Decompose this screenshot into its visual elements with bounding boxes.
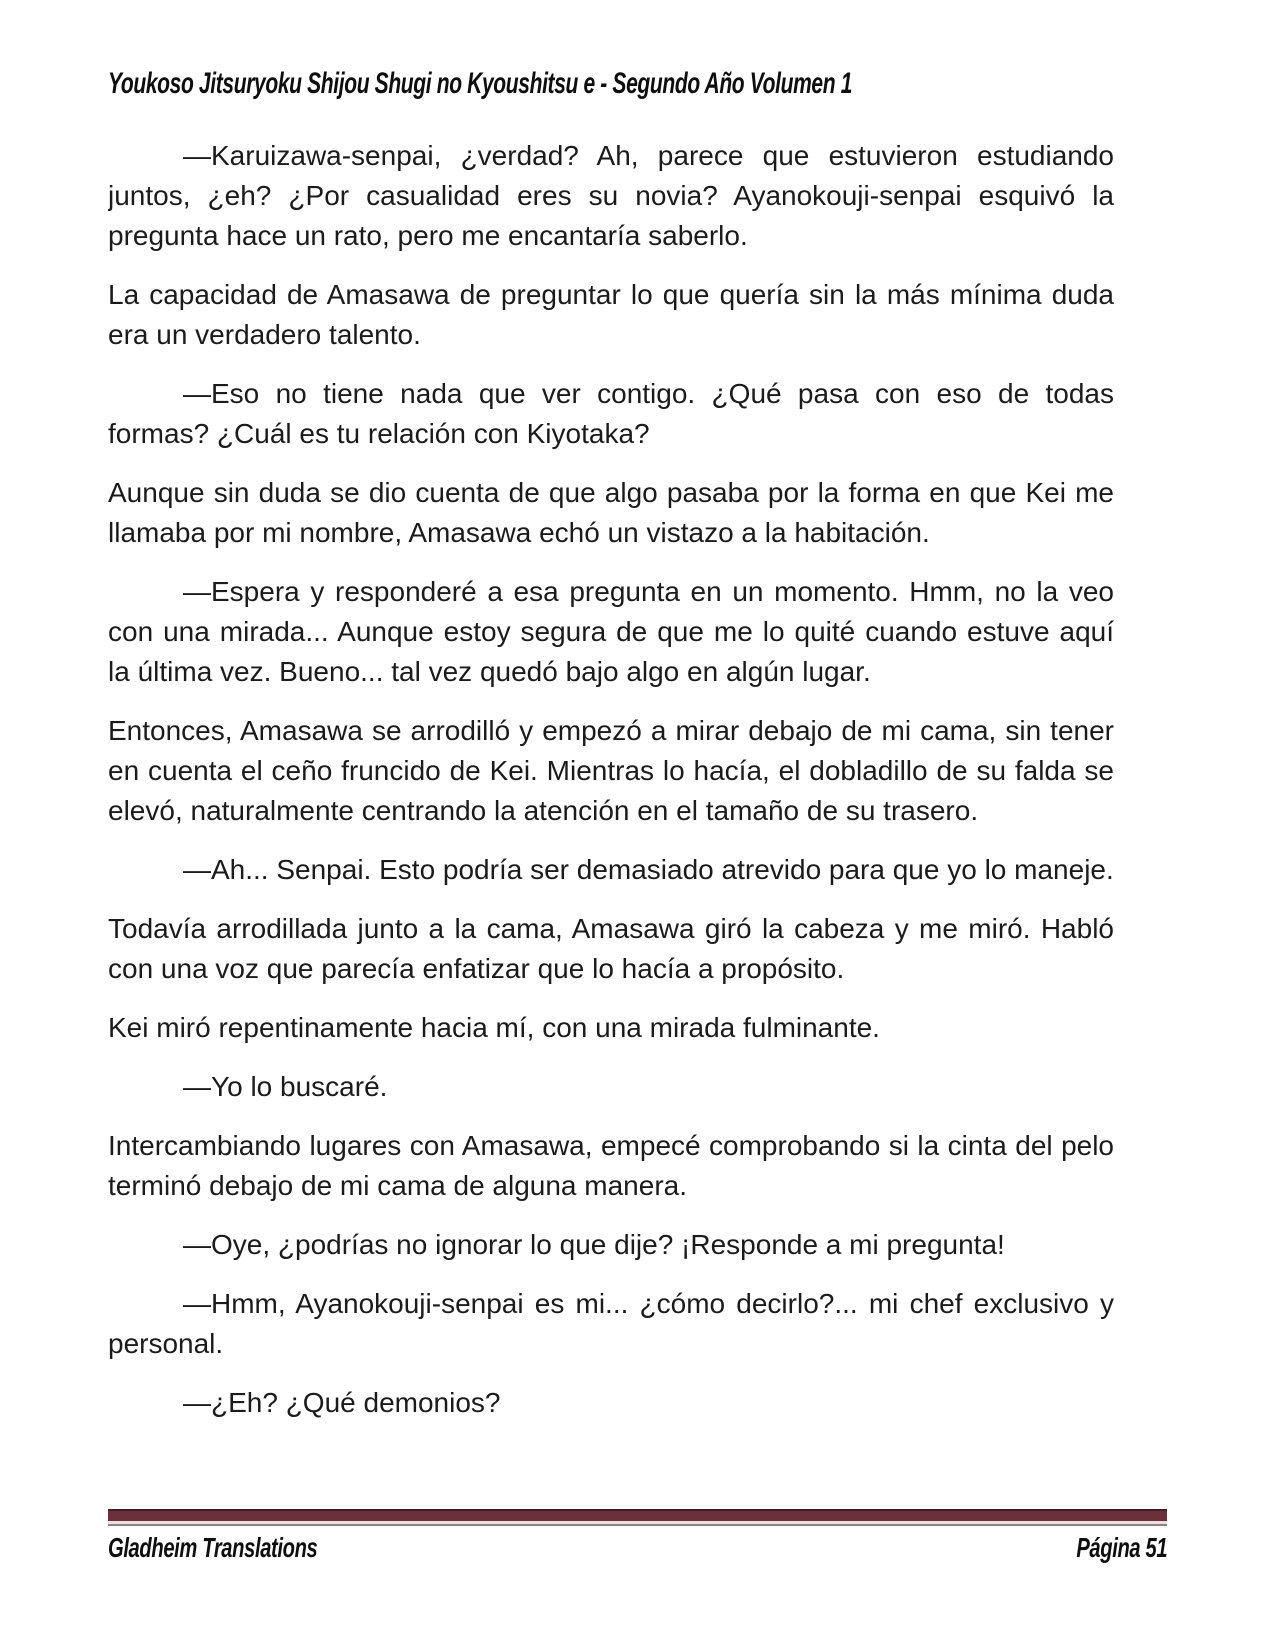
page-header xyxy=(108,66,1168,102)
footer-rule xyxy=(108,1509,1167,1526)
narration-paragraph: Intercambiando lugares con Amasawa, empecé comprobando si la cinta del pelo terminó debajo de mi cama de alguna manera. xyxy=(108,1130,1114,1201)
footer-rule-thin-line xyxy=(108,1524,1167,1526)
footer-rule-thick-bar xyxy=(108,1511,1167,1521)
paragraph-container xyxy=(108,136,1114,1423)
page-number: Página 51 xyxy=(1076,1532,1167,1563)
page-body xyxy=(108,136,1114,1496)
dialogue-paragraph: —Eso no tiene nada que ver contigo. ¿Qué pasa con eso de todas formas? ¿Cuál es tu relación con Kiyotaka? xyxy=(108,378,1114,449)
footer-text-row xyxy=(108,1530,1167,1566)
volume-title: Youkoso Jitsuryoku Shijou Shugi no Kyoushitsu e - Segundo Año Volumen 1 xyxy=(108,67,853,100)
translator-credit: Gladheim Translations xyxy=(108,1532,318,1563)
dialogue-paragraph: —Oye, ¿podrías no ignorar lo que dije? ¡Responde a mi pregunta! xyxy=(183,1229,1005,1260)
dialogue-paragraph: —Yo lo buscaré. xyxy=(183,1071,388,1102)
narration-paragraph: Kei miró repentinamente hacia mí, con una mirada fulminante. xyxy=(108,1012,880,1043)
narration-paragraph: Entonces, Amasawa se arrodilló y empezó a mirar debajo de mi cama, sin tener en cuenta el ceño fruncido de Kei. Mientras lo hacía, el dobladillo de su falda se elevó, naturalmente centrando la atención en el tamaño de su trasero. xyxy=(108,715,1114,826)
narration-paragraph: Todavía arrodillada junto a la cama, Amasawa giró la cabeza y me miró. Habló con una voz que parecía enfatizar que lo hacía a propósito. xyxy=(108,913,1114,984)
dialogue-paragraph: —Espera y responderé a esa pregunta en un momento. Hmm, no la veo con una mirada... Aunque estoy segura de que me lo quité cuando estuve aquí la última vez. Bueno... tal vez quedó bajo algo en algún lugar. xyxy=(108,576,1114,687)
dialogue-paragraph: —Ah... Senpai. Esto podría ser demasiado atrevido para que yo lo maneje. xyxy=(183,854,1114,885)
dialogue-paragraph: —Karuizawa-senpai, ¿verdad? Ah, parece que estuvieron estudiando juntos, ¿eh? ¿Por casualidad eres su novia? Ayanokouji-senpai esquivó la pregunta hace un rato, pero me encantaría saberlo. xyxy=(108,140,1114,251)
narration-paragraph: Aunque sin duda se dio cuenta de que algo pasaba por la forma en que Kei me llamaba por mi nombre, Amasawa echó un vistazo a la habitación. xyxy=(108,477,1114,548)
dialogue-paragraph: —¿Eh? ¿Qué demonios? xyxy=(183,1387,501,1418)
page-footer xyxy=(108,1509,1167,1566)
dialogue-paragraph: —Hmm, Ayanokouji-senpai es mi... ¿cómo decirlo?... mi chef exclusivo y personal. xyxy=(108,1288,1114,1359)
narration-paragraph: La capacidad de Amasawa de preguntar lo que quería sin la más mínima duda era un verdadero talento. xyxy=(108,279,1114,350)
